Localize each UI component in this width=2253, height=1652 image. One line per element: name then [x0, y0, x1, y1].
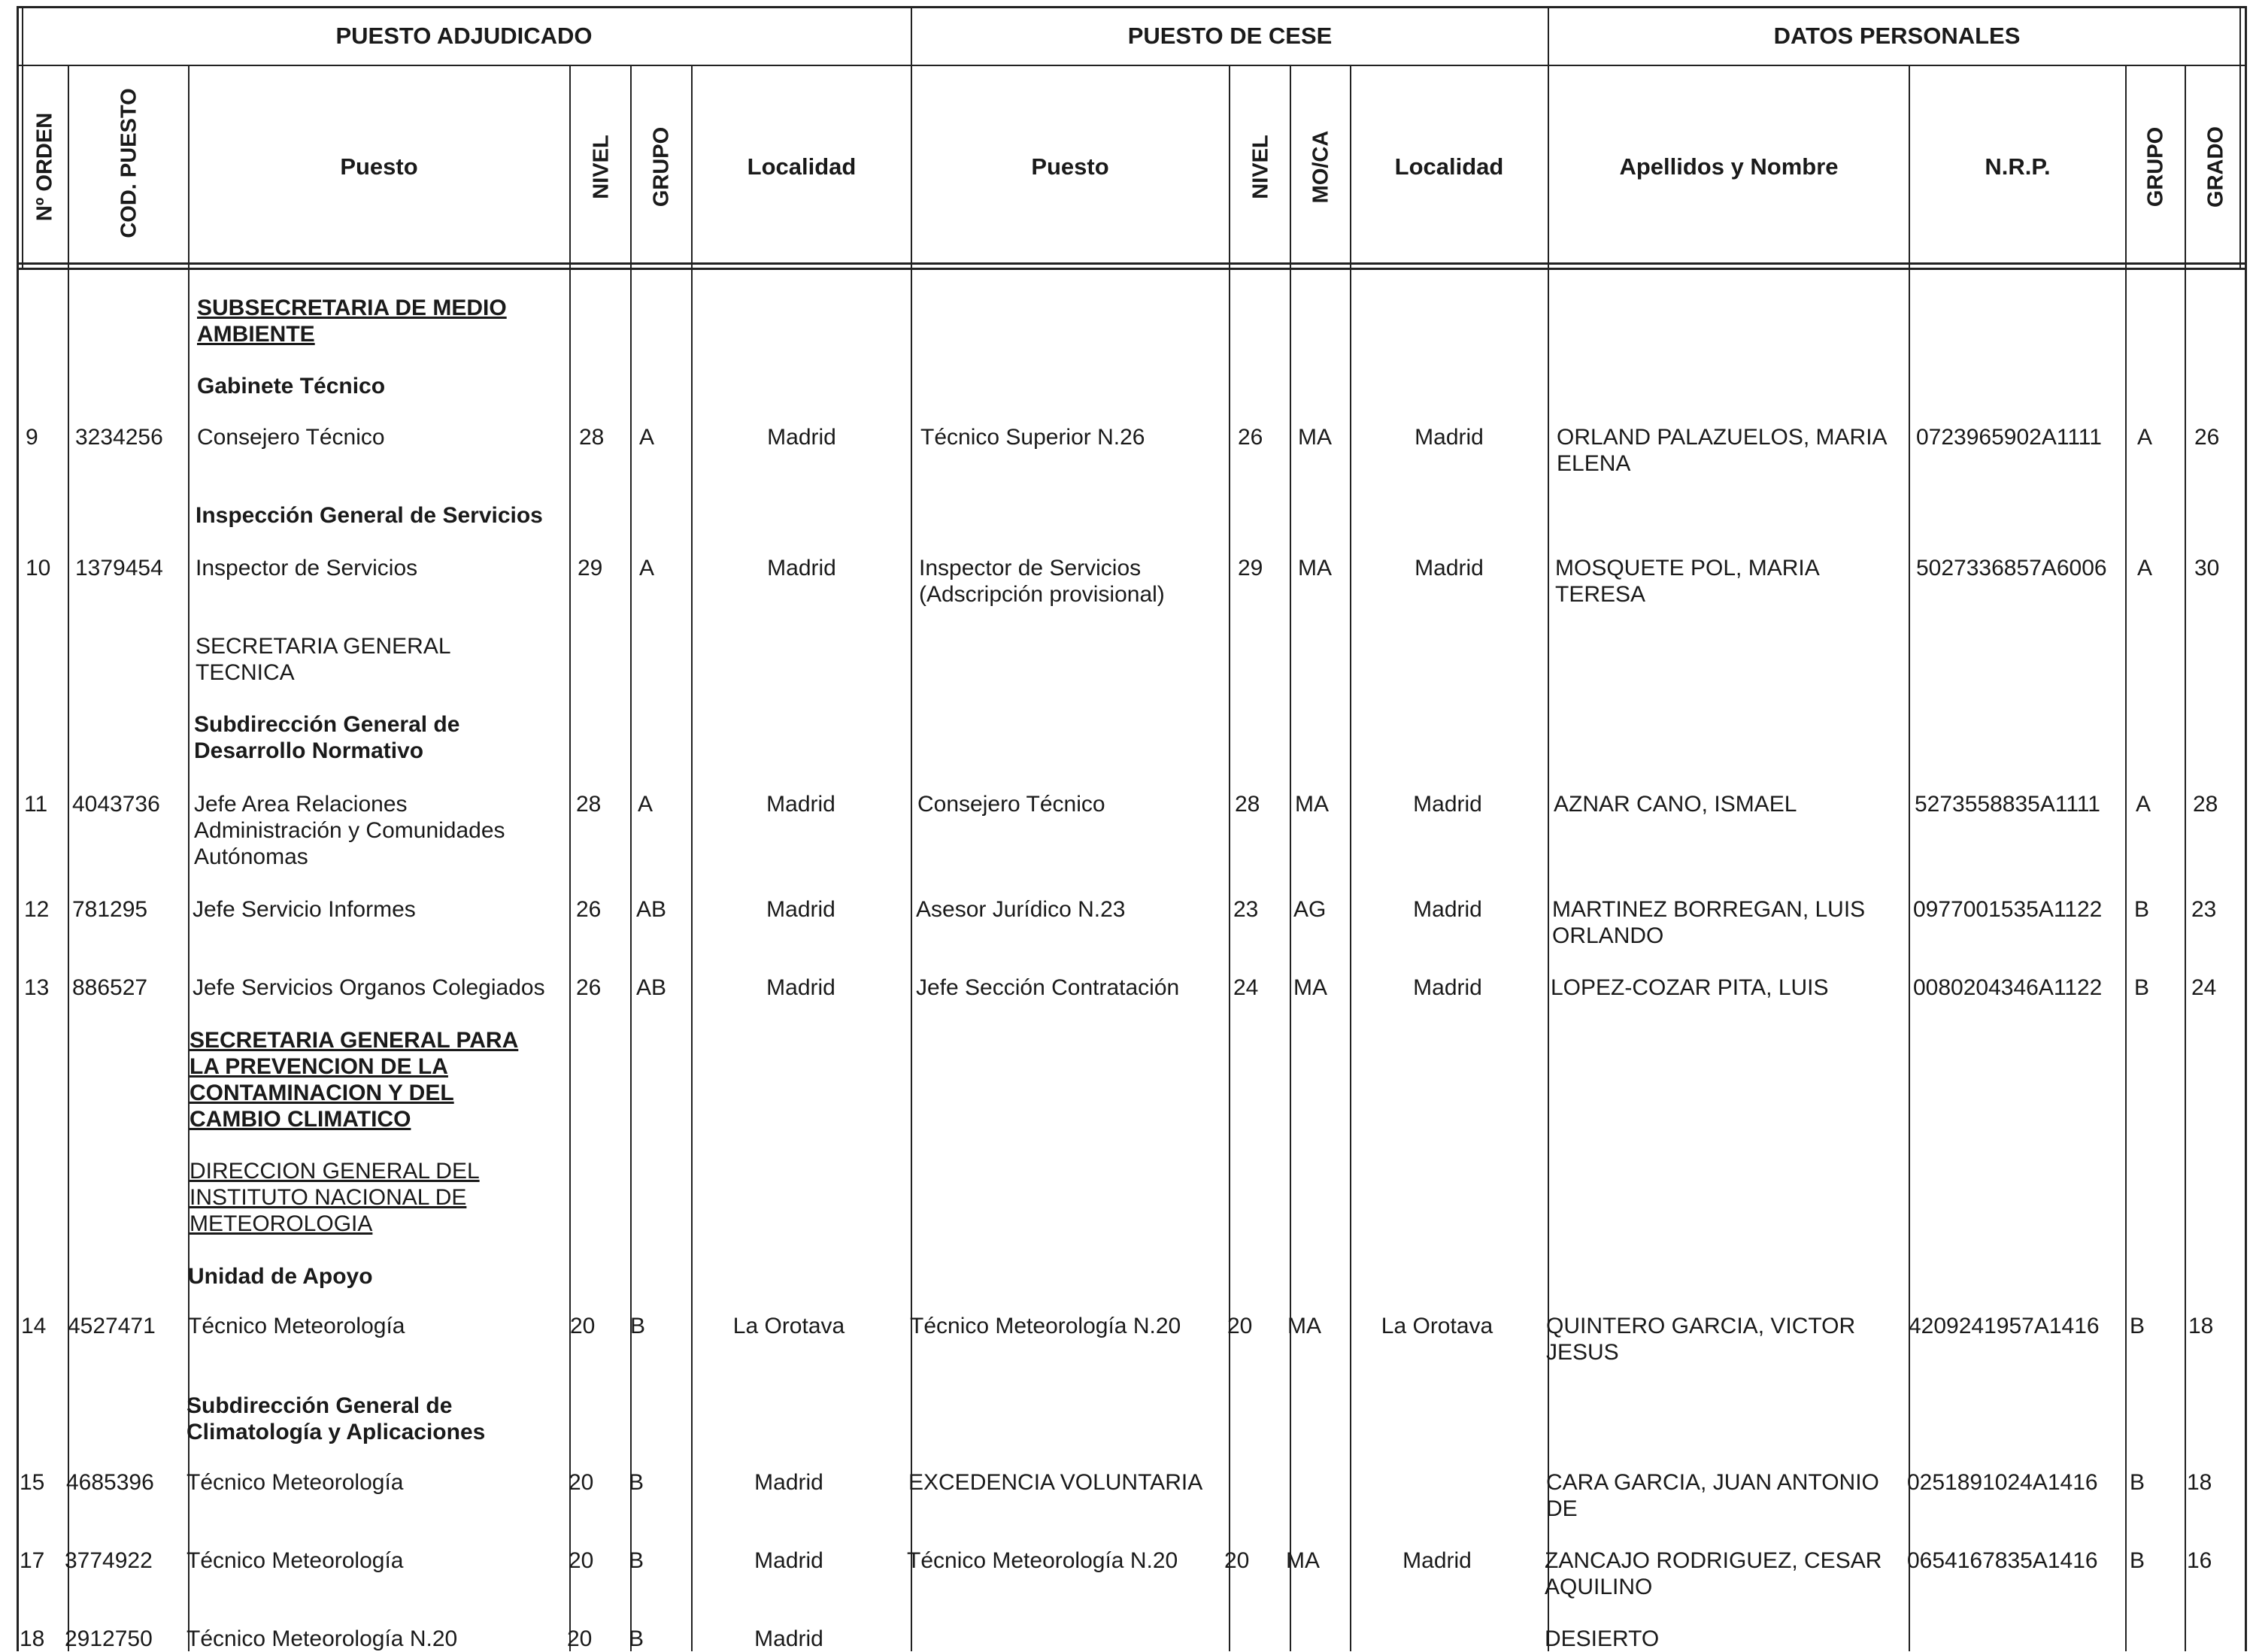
row-14-nivel: 20 — [570, 1314, 596, 1338]
rule-v-right-2 — [2245, 6, 2247, 1651]
row-9-cese-localidad: Madrid — [1415, 425, 1484, 450]
row-17-personal-grupo: B — [2130, 1548, 2145, 1573]
rule-v-orden — [68, 65, 69, 1651]
row-9-localidad: Madrid — [767, 425, 836, 450]
row-17-nivel: 20 — [569, 1548, 594, 1573]
row-11-cese-localidad: Madrid — [1413, 792, 1482, 817]
col-header-grupo: GRUPO — [649, 126, 674, 208]
row-13-orden: 13 — [24, 975, 50, 1000]
row-12-grupo: AB — [636, 897, 667, 922]
row-14-nrp: 4209241957A1416 — [1909, 1314, 2100, 1338]
group-header-cese: PUESTO DE CESE — [1127, 23, 1333, 49]
row-15-cod: 4685396 — [66, 1470, 154, 1495]
row-12-nivel: 26 — [576, 897, 602, 922]
row-9-orden: 9 — [26, 425, 38, 450]
section-subsecretaria: SUBSECRETARIA DE MEDIO AMBIENTE — [197, 296, 507, 347]
col-header-cese-nivel: NIVEL — [1248, 135, 1273, 199]
row-11-grado: 28 — [2193, 792, 2218, 817]
rule-v-nivel — [630, 65, 632, 1651]
section-unidad-apoyo: Unidad de Apoyo — [188, 1264, 373, 1289]
section-gabinete-tecnico: Gabinete Técnico — [197, 374, 386, 399]
col-header-personal-grupo: GRUPO — [2143, 126, 2168, 208]
row-15-nrp: 0251891024A1416 — [1907, 1470, 2098, 1495]
row-10-nrp: 5027336857A6006 — [1916, 556, 2107, 580]
row-12-cese-localidad: Madrid — [1413, 897, 1482, 922]
row-9-nivel: 28 — [579, 425, 605, 450]
row-14-puesto: Técnico Meteorología — [188, 1314, 405, 1338]
row-18-cod: 2912750 — [65, 1626, 153, 1651]
rule-v-pgrupo — [2185, 65, 2186, 1651]
row-9-puesto: Consejero Técnico — [197, 425, 385, 450]
row-14-cese-localidad: La Orotava — [1381, 1314, 1493, 1338]
row-10-grupo: A — [639, 556, 655, 580]
row-13-moca: MA — [1293, 975, 1327, 1000]
row-12-cod: 781295 — [72, 897, 148, 922]
row-18-orden: 18 — [20, 1626, 45, 1651]
section-inspeccion-general: Inspección General de Servicios — [196, 503, 543, 528]
rule-v-puesto — [569, 65, 571, 1651]
row-9-grado: 26 — [2194, 425, 2220, 450]
row-10-cese-nivel: 29 — [1238, 556, 1263, 580]
row-14-grado: 18 — [2188, 1314, 2214, 1338]
row-15-orden: 15 — [20, 1470, 45, 1495]
col-header-apellidos: Apellidos y Nombre — [1619, 153, 1839, 180]
col-header-cese-localidad: Localidad — [1394, 153, 1504, 180]
col-header-cese-puesto: Puesto — [1031, 153, 1109, 180]
rule-header-bottom-1 — [17, 262, 2247, 265]
row-17-moca: MA — [1286, 1548, 1320, 1573]
section-direccion-meteorologia: DIRECCION GENERAL DEL INSTITUTO NACIONAL DE METEOROLOGIA — [190, 1159, 480, 1236]
row-15-personal-grupo: B — [2130, 1470, 2145, 1495]
row-10-cod: 1379454 — [75, 556, 163, 580]
row-9-nombre: ORLAND PALAZUELOS, MARIA ELENA — [1557, 425, 1888, 476]
row-17-cese-nivel: 20 — [1224, 1548, 1250, 1573]
row-11-localidad: Madrid — [766, 792, 835, 817]
row-15-grado: 18 — [2187, 1470, 2212, 1495]
rule-group-bottom — [17, 65, 2247, 66]
row-9-cese-puesto: Técnico Superior N.26 — [920, 425, 1145, 450]
row-17-cod: 3774922 — [65, 1548, 153, 1573]
rule-v-cese-nivel — [1290, 65, 1291, 1651]
row-10-orden: 10 — [26, 556, 51, 580]
row-15-localidad: Madrid — [754, 1470, 823, 1495]
row-13-cese-puesto: Jefe Sección Contratación — [916, 975, 1180, 1000]
section-climatologia: Subdirección General de Climatología y Aplicaciones — [186, 1393, 486, 1444]
group-header-adjudicado: PUESTO ADJUDICADO — [335, 23, 593, 49]
row-12-nombre: MARTINEZ BORREGAN, LUIS ORLANDO — [1552, 897, 1866, 948]
section-secretaria-general-tecnica: SECRETARIA GENERAL TECNICA — [196, 634, 451, 685]
row-17-localidad: Madrid — [754, 1548, 823, 1573]
col-header-nivel: NIVEL — [589, 135, 614, 199]
rule-v-grupo — [691, 65, 693, 1651]
col-header-orden: Nº ORDEN — [32, 112, 57, 222]
row-13-grupo: AB — [636, 975, 667, 1000]
col-header-puesto: Puesto — [340, 153, 418, 180]
row-11-grupo: A — [638, 792, 653, 817]
row-13-puesto: Jefe Servicios Organos Colegiados — [193, 975, 545, 1000]
row-12-orden: 12 — [24, 897, 50, 922]
row-14-cod: 4527471 — [68, 1314, 156, 1338]
row-18-nivel: 20 — [567, 1626, 593, 1651]
row-10-grado: 30 — [2194, 556, 2220, 580]
col-header-nrp: N.R.P. — [1985, 153, 2051, 180]
row-14-personal-grupo: B — [2130, 1314, 2145, 1338]
rule-v-adjudicado-end — [911, 6, 912, 1651]
row-9-moca: MA — [1298, 425, 1332, 450]
col-header-localidad: Localidad — [747, 153, 857, 180]
rule-top — [17, 6, 2247, 8]
row-12-moca: AG — [1293, 897, 1327, 922]
row-17-grado: 16 — [2187, 1548, 2212, 1573]
row-14-grupo: B — [630, 1314, 646, 1338]
rule-v-nombre — [1909, 65, 1910, 1651]
row-10-nivel: 29 — [578, 556, 603, 580]
section-desarrollo-normativo: Subdirección General de Desarrollo Normativo — [194, 712, 460, 763]
rule-v-cese-end — [1548, 6, 1549, 1651]
row-13-cod: 886527 — [72, 975, 148, 1000]
row-14-cese-nivel: 20 — [1227, 1314, 1253, 1338]
row-11-cod: 4043736 — [72, 792, 160, 817]
row-12-personal-grupo: B — [2134, 897, 2150, 922]
row-14-orden: 14 — [21, 1314, 47, 1338]
row-10-localidad: Madrid — [767, 556, 836, 580]
row-17-orden: 17 — [20, 1548, 45, 1573]
rule-v-nrp — [2125, 65, 2127, 1651]
row-14-cese-puesto: Técnico Meteorología N.20 — [910, 1314, 1181, 1338]
row-14-localidad: La Orotava — [732, 1314, 845, 1338]
row-9-cese-nivel: 26 — [1238, 425, 1263, 450]
row-12-cese-puesto: Asesor Jurídico N.23 — [916, 897, 1126, 922]
row-15-nombre: CARA GARCIA, JUAN ANTONIO DE — [1546, 1470, 1879, 1521]
row-17-cese-puesto: Técnico Meteorología N.20 — [907, 1548, 1178, 1573]
row-11-puesto: Jefe Area Relaciones Administración y Comunidades Autónomas — [194, 792, 505, 869]
row-9-cod: 3234256 — [75, 425, 163, 450]
col-header-moca: MO/CA — [1308, 130, 1333, 204]
col-header-cod-puesto: COD. PUESTO — [117, 88, 141, 238]
row-17-nrp: 0654167835A1416 — [1907, 1548, 2098, 1573]
row-13-cese-localidad: Madrid — [1413, 975, 1482, 1000]
row-11-moca: MA — [1295, 792, 1329, 817]
row-15-cese-puesto: EXCEDENCIA VOLUNTARIA — [908, 1470, 1203, 1495]
row-18-localidad: Madrid — [754, 1626, 823, 1651]
row-11-cese-nivel: 28 — [1235, 792, 1260, 817]
row-13-cese-nivel: 24 — [1233, 975, 1259, 1000]
row-14-nombre: QUINTERO GARCIA, VICTOR JESUS — [1546, 1314, 1856, 1365]
row-12-cese-nivel: 23 — [1233, 897, 1259, 922]
row-17-grupo: B — [629, 1548, 644, 1573]
row-10-moca: MA — [1298, 556, 1332, 580]
row-11-nrp: 5273558835A1111 — [1915, 792, 2100, 817]
section-secretaria-prevencion: SECRETARIA GENERAL PARA LA PREVENCION DE LA CONTAMINACION Y DEL CAMBIO CLIMATICO — [190, 1028, 519, 1132]
row-10-nombre: MOSQUETE POL, MARIA TERESA — [1555, 556, 1820, 607]
row-9-nrp: 0723965902A1111 — [1916, 425, 2102, 450]
row-17-puesto: Técnico Meteorología — [186, 1548, 404, 1573]
row-10-personal-grupo: A — [2137, 556, 2153, 580]
row-12-localidad: Madrid — [766, 897, 835, 922]
row-18-nombre: DESIERTO — [1545, 1626, 1660, 1651]
row-17-cese-localidad: Madrid — [1402, 1548, 1472, 1573]
row-13-grado: 24 — [2191, 975, 2217, 1000]
row-9-personal-grupo: A — [2137, 425, 2153, 450]
row-11-nombre: AZNAR CANO, ISMAEL — [1554, 792, 1797, 817]
row-11-personal-grupo: A — [2136, 792, 2151, 817]
rule-v-moca — [1350, 65, 1351, 1651]
row-9-grupo: A — [639, 425, 655, 450]
row-10-puesto: Inspector de Servicios — [196, 556, 418, 580]
row-12-grado: 23 — [2191, 897, 2217, 922]
row-18-grupo: B — [629, 1626, 644, 1651]
rule-v-left-1 — [17, 6, 19, 1651]
group-header-personales: DATOS PERSONALES — [1773, 23, 2021, 49]
row-11-cese-puesto: Consejero Técnico — [917, 792, 1105, 817]
row-15-puesto: Técnico Meteorología — [186, 1470, 404, 1495]
row-12-puesto: Jefe Servicio Informes — [193, 897, 416, 922]
rule-v-cese-puesto — [1229, 65, 1230, 1651]
row-11-nivel: 28 — [576, 792, 602, 817]
row-13-personal-grupo: B — [2134, 975, 2150, 1000]
row-13-nivel: 26 — [576, 975, 602, 1000]
row-12-nrp: 0977001535A1122 — [1913, 897, 2103, 922]
row-11-orden: 11 — [24, 792, 48, 817]
row-18-puesto: Técnico Meteorología N.20 — [186, 1626, 458, 1651]
rule-header-bottom-2 — [17, 268, 2247, 270]
row-10-cese-localidad: Madrid — [1415, 556, 1484, 580]
row-14-moca: MA — [1287, 1314, 1321, 1338]
col-header-grado: GRADO — [2203, 126, 2228, 208]
row-17-nombre: ZANCAJO RODRIGUEZ, CESAR AQUILINO — [1545, 1548, 1882, 1599]
row-10-cese-puesto: Inspector de Servicios (Adscripción provisional) — [919, 556, 1165, 607]
row-13-nrp: 0080204346A1122 — [1913, 975, 2103, 1000]
row-15-grupo: B — [629, 1470, 644, 1495]
row-15-nivel: 20 — [569, 1470, 594, 1495]
row-13-nombre: LOPEZ-COZAR PITA, LUIS — [1551, 975, 1829, 1000]
row-13-localidad: Madrid — [766, 975, 835, 1000]
